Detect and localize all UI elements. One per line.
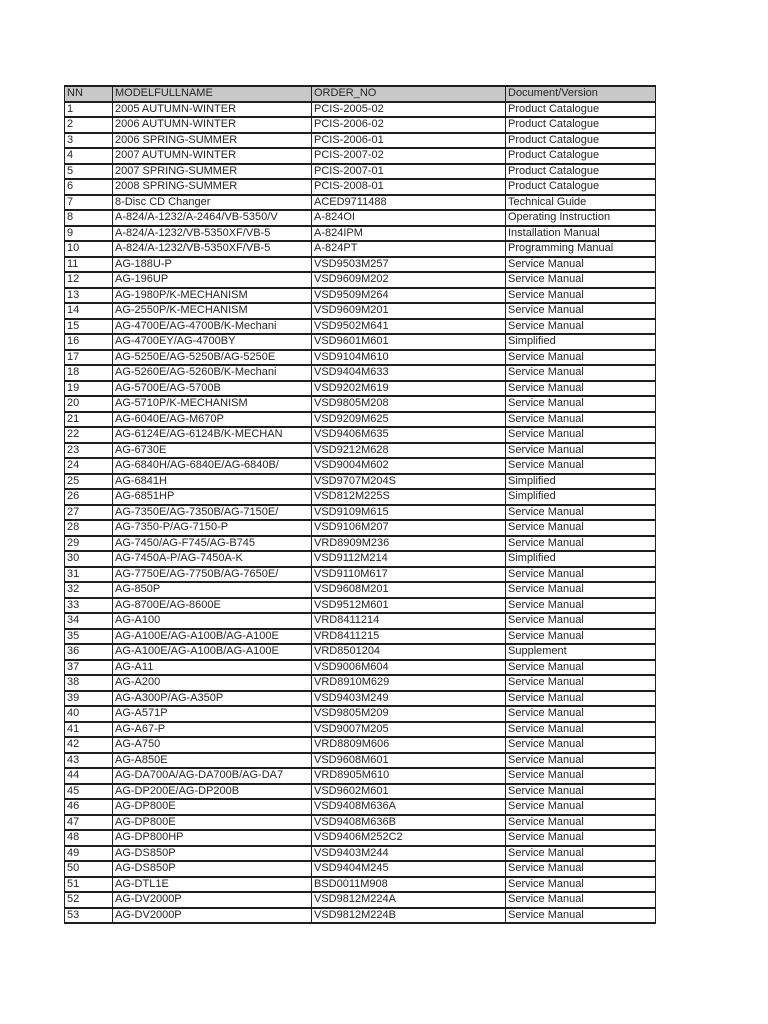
cell-document-version: Service Manual xyxy=(506,427,656,443)
cell-document-version: Service Manual xyxy=(506,799,656,815)
cell-row-number: 41 xyxy=(65,722,113,738)
cell-model-fullname: AG-6040E/AG-M670P xyxy=(113,412,312,428)
cell-row-number: 35 xyxy=(65,629,113,645)
cell-model-fullname: AG-A750 xyxy=(113,737,312,753)
table-row xyxy=(65,675,656,691)
cell-document-version: Service Manual xyxy=(506,567,656,583)
table-row xyxy=(65,536,656,552)
cell-order-no: VSD9502M641 xyxy=(312,319,506,335)
table-row xyxy=(65,520,656,536)
header-cell-nn: NN xyxy=(65,86,113,102)
cell-row-number: 52 xyxy=(65,892,113,908)
cell-order-no: VSD9007M205 xyxy=(312,722,506,738)
cell-model-fullname: AG-6840H/AG-6840E/AG-6840B/ xyxy=(113,458,312,474)
cell-document-version: Service Manual xyxy=(506,722,656,738)
cell-model-fullname: AG-6841H xyxy=(113,474,312,490)
cell-document-version: Service Manual xyxy=(506,272,656,288)
cell-row-number: 43 xyxy=(65,753,113,769)
cell-order-no: VSD9608M601 xyxy=(312,753,506,769)
cell-row-number: 47 xyxy=(65,815,113,831)
cell-order-no: VSD9209M625 xyxy=(312,412,506,428)
cell-order-no: PCIS-2005-02 xyxy=(312,102,506,118)
cell-model-fullname: AG-A200 xyxy=(113,675,312,691)
cell-order-no: VSD9503M257 xyxy=(312,257,506,273)
cell-document-version: Service Manual xyxy=(506,629,656,645)
cell-model-fullname: AG-DS850P xyxy=(113,846,312,862)
cell-model-fullname: AG-6730E xyxy=(113,443,312,459)
cell-row-number: 21 xyxy=(65,412,113,428)
cell-row-number: 8 xyxy=(65,210,113,226)
cell-document-version: Service Manual xyxy=(506,737,656,753)
cell-order-no: VSD9609M202 xyxy=(312,272,506,288)
cell-row-number: 1 xyxy=(65,102,113,118)
table-row xyxy=(65,195,656,211)
cell-row-number: 18 xyxy=(65,365,113,381)
table-row xyxy=(65,474,656,490)
cell-row-number: 36 xyxy=(65,644,113,660)
cell-order-no: PCIS-2007-01 xyxy=(312,164,506,180)
table-row xyxy=(65,443,656,459)
cell-document-version: Service Manual xyxy=(506,319,656,335)
cell-order-no: VSD9609M201 xyxy=(312,303,506,319)
cell-order-no: BSD0011M908 xyxy=(312,877,506,893)
table-header xyxy=(65,86,656,102)
cell-model-fullname: AG-A100E/AG-A100B/AG-A100E xyxy=(113,629,312,645)
cell-row-number: 32 xyxy=(65,582,113,598)
cell-document-version: Installation Manual xyxy=(506,226,656,242)
spreadsheet-table-region xyxy=(64,85,656,924)
table-row xyxy=(65,102,656,118)
cell-model-fullname: A-824/A-1232/VB-5350XF/VB-5 xyxy=(113,241,312,257)
cell-document-version: Product Catalogue xyxy=(506,102,656,118)
cell-model-fullname: AG-A11 xyxy=(113,660,312,676)
cell-model-fullname: 2007 AUTUMN-WINTER xyxy=(113,148,312,164)
cell-row-number: 33 xyxy=(65,598,113,614)
cell-document-version: Product Catalogue xyxy=(506,148,656,164)
table-row xyxy=(65,489,656,505)
header-cell-model: MODELFULLNAME xyxy=(113,86,312,102)
cell-document-version: Product Catalogue xyxy=(506,164,656,180)
cell-order-no: VSD9104M610 xyxy=(312,350,506,366)
table-row xyxy=(65,241,656,257)
cell-model-fullname: AG-DA700A/AG-DA700B/AG-DA7 xyxy=(113,768,312,784)
cell-model-fullname: AG-DV2000P xyxy=(113,908,312,924)
cell-document-version: Programming Manual xyxy=(506,241,656,257)
cell-row-number: 27 xyxy=(65,505,113,521)
cell-document-version: Service Manual xyxy=(506,846,656,862)
cell-document-version: Product Catalogue xyxy=(506,179,656,195)
cell-row-number: 28 xyxy=(65,520,113,536)
cell-model-fullname: AG-196UP xyxy=(113,272,312,288)
cell-document-version: Operating Instruction xyxy=(506,210,656,226)
table-row xyxy=(65,365,656,381)
table-row xyxy=(65,396,656,412)
cell-order-no: PCIS-2006-02 xyxy=(312,117,506,133)
cell-model-fullname: A-824/A-1232/VB-5350XF/VB-5 xyxy=(113,226,312,242)
cell-document-version: Product Catalogue xyxy=(506,117,656,133)
table-row xyxy=(65,226,656,242)
cell-row-number: 26 xyxy=(65,489,113,505)
cell-model-fullname: 2005 AUTUMN-WINTER xyxy=(113,102,312,118)
cell-model-fullname: AG-4700EY/AG-4700BY xyxy=(113,334,312,350)
cell-row-number: 20 xyxy=(65,396,113,412)
cell-row-number: 16 xyxy=(65,334,113,350)
table-row xyxy=(65,722,656,738)
cell-document-version: Service Manual xyxy=(506,613,656,629)
table-row xyxy=(65,334,656,350)
cell-model-fullname: 8-Disc CD Changer xyxy=(113,195,312,211)
cell-order-no: VSD9509M264 xyxy=(312,288,506,304)
cell-order-no: VSD9812M224A xyxy=(312,892,506,908)
cell-order-no: VSD9006M604 xyxy=(312,660,506,676)
cell-document-version: Service Manual xyxy=(506,598,656,614)
table-row xyxy=(65,660,656,676)
cell-row-number: 19 xyxy=(65,381,113,397)
table-row xyxy=(65,288,656,304)
table-row xyxy=(65,582,656,598)
cell-order-no: VSD9805M209 xyxy=(312,706,506,722)
cell-order-no: VSD9004M602 xyxy=(312,458,506,474)
cell-row-number: 23 xyxy=(65,443,113,459)
cell-row-number: 24 xyxy=(65,458,113,474)
cell-document-version: Technical Guide xyxy=(506,195,656,211)
table-row xyxy=(65,784,656,800)
cell-model-fullname: AG-7450/AG-F745/AG-B745 xyxy=(113,536,312,552)
cell-order-no: VSD9406M635 xyxy=(312,427,506,443)
cell-row-number: 49 xyxy=(65,846,113,862)
table-row xyxy=(65,877,656,893)
table-row xyxy=(65,691,656,707)
cell-document-version: Service Manual xyxy=(506,520,656,536)
cell-row-number: 25 xyxy=(65,474,113,490)
cell-row-number: 48 xyxy=(65,830,113,846)
table-row xyxy=(65,629,656,645)
cell-document-version: Service Manual xyxy=(506,706,656,722)
cell-model-fullname: 2008 SPRING-SUMMER xyxy=(113,179,312,195)
cell-model-fullname: AG-5710P/K-MECHANISM xyxy=(113,396,312,412)
cell-order-no: VRD8411215 xyxy=(312,629,506,645)
table-row xyxy=(65,505,656,521)
cell-order-no: VSD9601M601 xyxy=(312,334,506,350)
cell-order-no: VSD9403M244 xyxy=(312,846,506,862)
cell-order-no: VRD8809M606 xyxy=(312,737,506,753)
cell-order-no: ACED9711488 xyxy=(312,195,506,211)
header-row xyxy=(65,86,656,102)
cell-order-no: A-824PT xyxy=(312,241,506,257)
cell-model-fullname: AG-5250E/AG-5250B/AG-5250E xyxy=(113,350,312,366)
table-row xyxy=(65,272,656,288)
table-row xyxy=(65,257,656,273)
cell-model-fullname: AG-DS850P xyxy=(113,861,312,877)
cell-model-fullname: AG-4700E/AG-4700B/K-Mechani xyxy=(113,319,312,335)
cell-row-number: 12 xyxy=(65,272,113,288)
header-cell-order-no: ORDER_NO xyxy=(312,86,506,102)
cell-model-fullname: AG-A571P xyxy=(113,706,312,722)
cell-order-no: VSD9212M628 xyxy=(312,443,506,459)
cell-model-fullname: AG-A100 xyxy=(113,613,312,629)
cell-document-version: Service Manual xyxy=(506,830,656,846)
cell-document-version: Service Manual xyxy=(506,877,656,893)
cell-row-number: 44 xyxy=(65,768,113,784)
table-row xyxy=(65,319,656,335)
cell-order-no: VRD8905M610 xyxy=(312,768,506,784)
cell-row-number: 38 xyxy=(65,675,113,691)
cell-row-number: 51 xyxy=(65,877,113,893)
table-row xyxy=(65,133,656,149)
cell-row-number: 40 xyxy=(65,706,113,722)
model-order-table xyxy=(64,85,656,924)
cell-row-number: 53 xyxy=(65,908,113,924)
cell-document-version: Service Manual xyxy=(506,396,656,412)
cell-row-number: 42 xyxy=(65,737,113,753)
cell-model-fullname: AG-850P xyxy=(113,582,312,598)
cell-row-number: 34 xyxy=(65,613,113,629)
table-row xyxy=(65,846,656,862)
table-row xyxy=(65,303,656,319)
cell-row-number: 9 xyxy=(65,226,113,242)
cell-model-fullname: AG-8700E/AG-8600E xyxy=(113,598,312,614)
table-row xyxy=(65,908,656,924)
cell-model-fullname: AG-DP200E/AG-DP200B xyxy=(113,784,312,800)
cell-row-number: 30 xyxy=(65,551,113,567)
cell-order-no: VSD9408M636B xyxy=(312,815,506,831)
cell-document-version: Service Manual xyxy=(506,412,656,428)
cell-model-fullname: AG-2550P/K-MECHANISM xyxy=(113,303,312,319)
table-row xyxy=(65,861,656,877)
cell-row-number: 46 xyxy=(65,799,113,815)
cell-order-no: A-824OI xyxy=(312,210,506,226)
cell-model-fullname: AG-A67-P xyxy=(113,722,312,738)
cell-document-version: Service Manual xyxy=(506,458,656,474)
table-row xyxy=(65,598,656,614)
cell-order-no: VSD9406M252C2 xyxy=(312,830,506,846)
cell-order-no: VSD9812M224B xyxy=(312,908,506,924)
cell-document-version: Service Manual xyxy=(506,350,656,366)
cell-row-number: 15 xyxy=(65,319,113,335)
table-row xyxy=(65,892,656,908)
cell-model-fullname: AG-7350E/AG-7350B/AG-7150E/ xyxy=(113,505,312,521)
cell-model-fullname: AG-DTL1E xyxy=(113,877,312,893)
table-row xyxy=(65,148,656,164)
table-row xyxy=(65,210,656,226)
cell-model-fullname: AG-DP800E xyxy=(113,799,312,815)
table-row xyxy=(65,381,656,397)
cell-order-no: VSD9404M633 xyxy=(312,365,506,381)
cell-row-number: 17 xyxy=(65,350,113,366)
cell-order-no: VRD8909M236 xyxy=(312,536,506,552)
table-row xyxy=(65,551,656,567)
cell-model-fullname: AG-A100E/AG-A100B/AG-A100E xyxy=(113,644,312,660)
table-row xyxy=(65,350,656,366)
cell-document-version: Service Manual xyxy=(506,257,656,273)
cell-row-number: 5 xyxy=(65,164,113,180)
cell-document-version: Service Manual xyxy=(506,288,656,304)
table-row xyxy=(65,412,656,428)
cell-document-version: Service Manual xyxy=(506,892,656,908)
cell-model-fullname: AG-7450A-P/AG-7450A-K xyxy=(113,551,312,567)
table-row xyxy=(65,427,656,443)
cell-document-version: Service Manual xyxy=(506,691,656,707)
table-row xyxy=(65,179,656,195)
cell-row-number: 39 xyxy=(65,691,113,707)
table-row xyxy=(65,737,656,753)
cell-model-fullname: AG-DP800E xyxy=(113,815,312,831)
cell-order-no: VSD9403M249 xyxy=(312,691,506,707)
cell-model-fullname: AG-DP800HP xyxy=(113,830,312,846)
cell-model-fullname: AG-A850E xyxy=(113,753,312,769)
table-row xyxy=(65,753,656,769)
cell-order-no: PCIS-2008-01 xyxy=(312,179,506,195)
cell-model-fullname: AG-5700E/AG-5700B xyxy=(113,381,312,397)
cell-model-fullname: AG-7750E/AG-7750B/AG-7650E/ xyxy=(113,567,312,583)
table-row xyxy=(65,815,656,831)
cell-row-number: 2 xyxy=(65,117,113,133)
cell-row-number: 29 xyxy=(65,536,113,552)
table-row xyxy=(65,164,656,180)
cell-document-version: Service Manual xyxy=(506,365,656,381)
cell-document-version: Service Manual xyxy=(506,861,656,877)
cell-document-version: Supplement xyxy=(506,644,656,660)
cell-row-number: 45 xyxy=(65,784,113,800)
cell-order-no: PCIS-2006-01 xyxy=(312,133,506,149)
cell-document-version: Simplified xyxy=(506,334,656,350)
cell-document-version: Service Manual xyxy=(506,505,656,521)
cell-order-no: VSD9608M201 xyxy=(312,582,506,598)
cell-order-no: VSD9404M245 xyxy=(312,861,506,877)
cell-row-number: 3 xyxy=(65,133,113,149)
table-row xyxy=(65,706,656,722)
cell-model-fullname: AG-6124E/AG-6124B/K-MECHAN xyxy=(113,427,312,443)
table-body xyxy=(65,102,656,924)
cell-row-number: 10 xyxy=(65,241,113,257)
cell-model-fullname: AG-6851HP xyxy=(113,489,312,505)
cell-row-number: 14 xyxy=(65,303,113,319)
cell-document-version: Service Manual xyxy=(506,536,656,552)
cell-order-no: VSD9202M619 xyxy=(312,381,506,397)
cell-order-no: VSD9408M636A xyxy=(312,799,506,815)
table-row xyxy=(65,613,656,629)
cell-row-number: 37 xyxy=(65,660,113,676)
cell-order-no: VSD9602M601 xyxy=(312,784,506,800)
cell-document-version: Service Manual xyxy=(506,815,656,831)
cell-row-number: 13 xyxy=(65,288,113,304)
cell-model-fullname: A-824/A-1232/A-2464/VB-5350/V xyxy=(113,210,312,226)
cell-row-number: 50 xyxy=(65,861,113,877)
cell-document-version: Service Manual xyxy=(506,443,656,459)
cell-model-fullname: 2007 SPRING-SUMMER xyxy=(113,164,312,180)
cell-document-version: Service Manual xyxy=(506,768,656,784)
cell-model-fullname: 2006 AUTUMN-WINTER xyxy=(113,117,312,133)
cell-order-no: A-824IPM xyxy=(312,226,506,242)
cell-document-version: Service Manual xyxy=(506,784,656,800)
cell-order-no: VSD9112M214 xyxy=(312,551,506,567)
cell-document-version: Service Manual xyxy=(506,303,656,319)
cell-order-no: VSD812M225S xyxy=(312,489,506,505)
table-row xyxy=(65,458,656,474)
cell-model-fullname: AG-7350-P/AG-7150-P xyxy=(113,520,312,536)
cell-document-version: Service Manual xyxy=(506,753,656,769)
cell-row-number: 6 xyxy=(65,179,113,195)
cell-document-version: Simplified xyxy=(506,474,656,490)
cell-row-number: 31 xyxy=(65,567,113,583)
cell-row-number: 22 xyxy=(65,427,113,443)
cell-model-fullname: AG-DV2000P xyxy=(113,892,312,908)
cell-model-fullname: 2006 SPRING-SUMMER xyxy=(113,133,312,149)
cell-document-version: Service Manual xyxy=(506,582,656,598)
cell-order-no: VSD9805M208 xyxy=(312,396,506,412)
cell-model-fullname: AG-A300P/AG-A350P xyxy=(113,691,312,707)
table-row xyxy=(65,768,656,784)
cell-order-no: VSD9110M617 xyxy=(312,567,506,583)
cell-order-no: VRD8501204 xyxy=(312,644,506,660)
cell-document-version: Service Manual xyxy=(506,908,656,924)
table-row xyxy=(65,117,656,133)
cell-document-version: Service Manual xyxy=(506,381,656,397)
cell-model-fullname: AG-5260E/AG-5260B/K-Mechani xyxy=(113,365,312,381)
cell-model-fullname: AG-1980P/K-MECHANISM xyxy=(113,288,312,304)
cell-order-no: VRD8910M629 xyxy=(312,675,506,691)
cell-document-version: Service Manual xyxy=(506,675,656,691)
cell-order-no: VSD9512M601 xyxy=(312,598,506,614)
cell-order-no: VSD9109M615 xyxy=(312,505,506,521)
cell-document-version: Simplified xyxy=(506,551,656,567)
cell-model-fullname: AG-188U-P xyxy=(113,257,312,273)
cell-document-version: Simplified xyxy=(506,489,656,505)
cell-order-no: VRD8411214 xyxy=(312,613,506,629)
table-row xyxy=(65,830,656,846)
cell-document-version: Product Catalogue xyxy=(506,133,656,149)
cell-row-number: 7 xyxy=(65,195,113,211)
table-row xyxy=(65,567,656,583)
table-row xyxy=(65,799,656,815)
cell-row-number: 4 xyxy=(65,148,113,164)
cell-order-no: PCIS-2007-02 xyxy=(312,148,506,164)
cell-order-no: VSD9106M207 xyxy=(312,520,506,536)
cell-document-version: Service Manual xyxy=(506,660,656,676)
cell-order-no: VSD9707M204S xyxy=(312,474,506,490)
table-row xyxy=(65,644,656,660)
cell-row-number: 11 xyxy=(65,257,113,273)
header-cell-document: Document/Version xyxy=(506,86,656,102)
